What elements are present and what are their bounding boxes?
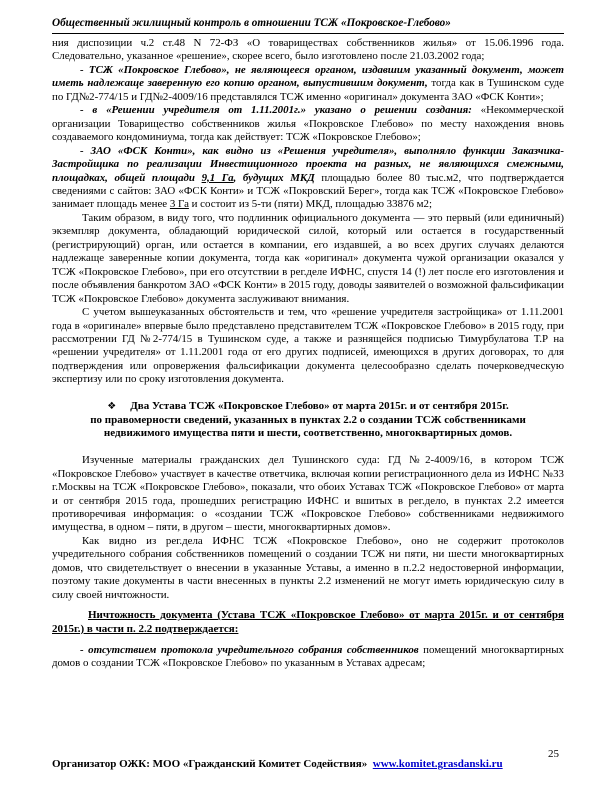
paragraph-4-text-a: площадью более 80 тыс.м2, что подтверждается сведениями с сайтов: ЗАО «ФСК Конти» и ТСЖ «Покровский Берег», тогда как ТСЖ «Покровское Глебово» занимает площадь менее bbox=[52, 171, 565, 211]
paragraph-3-bold: - в «Решении учредителя от 1.11.2001г.» указано о решении создания: bbox=[80, 104, 472, 117]
section-title-text-1: Два Устава ТСЖ «Покровское Глебово» от марта 2015г. и от сентября 2015г. bbox=[130, 399, 509, 412]
paragraph-9 bbox=[52, 644, 564, 671]
spacer bbox=[52, 602, 564, 609]
page-header: Общественный жилищный контроль в отношении ТСЖ «Покровское-Глебово» bbox=[52, 17, 451, 29]
footer-organizer: Организатор ОЖК: МОО «Гражданский Комитет Содействия» bbox=[52, 758, 368, 770]
paragraph-4 bbox=[52, 145, 564, 212]
paragraph-4-bold-end: , будущих МКД bbox=[233, 171, 315, 184]
paragraph-8: Как видно из рег.дела ИФНС ТСЖ «Покровское Глебово», оно не содержит протоколов учредительного собрания собственников помещений о создании ТСЖ ни пяти, ни шести многоквартирных домов, что свидетельствует о внесении в указанные Уставы, а именно в п.2.2 недостоверной информации, поэтому такие документы в части внесенных в пункты 2.2 изменений не могут иметь юридическую силу в силу своей ничтожности. bbox=[52, 534, 564, 601]
header-divider bbox=[52, 33, 564, 34]
paragraph-9-bold: - отсутствием протокола учредительного собрания собственников bbox=[80, 643, 419, 656]
spacer bbox=[52, 441, 564, 454]
footer-website-link[interactable]: www.komitet.grasdanski.ru bbox=[372, 758, 503, 770]
nullity-heading bbox=[52, 609, 564, 637]
paragraph-4-underlined-area: 3 Га bbox=[169, 198, 189, 211]
page-number: 25 bbox=[548, 748, 559, 760]
diamond-bullet-icon: ❖ bbox=[107, 400, 117, 412]
paragraph-4-bold: - ЗАО «ФСК Конти», как видно из «Решения учредителя», выполняло функции Заказчика-Застройщика по реализации Инвестиционного проекта на разных, не являющихся смежными, площадках, общей площади bbox=[52, 144, 564, 184]
section-heading bbox=[52, 400, 564, 441]
paragraph-4-text-b: и состоит из 5-ти (пяти) МКД, площадью 33876 м2; bbox=[188, 198, 432, 211]
paragraph-1: ния диспозиции ч.2 ст.48 N 72-ФЗ «О товариществах собственников жилья» от 15.06.1996 года. Следовательно, указанное «решение», скорее всего, было изготовлено после 21.03.2002 года; bbox=[52, 37, 564, 63]
paragraph-9-text: помещений многоквартирных домов о создании ТСЖ «Покровское Глебово» по указанным в Уставах адресам; bbox=[52, 643, 565, 670]
paragraph-7: Изученные материалы гражданских дел Тушинского суда: ГД №2-4009/16, в котором ТСЖ «Покровское Глебово» участвует в качестве ответчика, включая копии регистрационного дела из ИФНС №33 г.Москвы на ТСЖ «Покровское Глебово», показали, что обоих Уставах ТСЖ «Покровское Глебово» от марта и от сентября 2015 года, прошедших регистрацию ИФНС и вшитых в рег.дело, в пунктах 2.2 имеется противоречивая информация: о «создании ТСЖ «Покровское Глебово» собственниками недвижимого имущества, в одном – пяти, в другом – шести, многоквартирных домов». bbox=[52, 454, 564, 534]
document-body bbox=[52, 37, 564, 671]
nullity-heading-text: Ничтожность документа (Устава ТСЖ «Покровское Глебово» от марта 2015г. и от сентября 2015г.) в части п. 2.2 подтверждается: bbox=[52, 609, 564, 635]
paragraph-6: С учетом вышеуказанных обстоятельств и тем, что «решение учредителя застройщика» от 1.11.2001 года в «оригинале» впервые было представлено представителем ТСЖ «Покровское Глебово» в 2015 году, при рассмотрении ГД №2-774/15 в Тушинском суде, а также и разнящейся подписью Тимурбулатова Т.Р на «решении учредителя» от 1.11.2001 года от его других подписей, имеющихся в других договорах, то для подтверждения или опровержения фальсификации документа целесообразно сделать почерковедческую экспертизу или по сроку изготовления документа. bbox=[52, 306, 564, 386]
section-title-line-2: по правомерности сведений, указанных в пунктах 2.2 о создании ТСЖ собственниками bbox=[90, 413, 526, 426]
paragraph-2-bold: - ТСЖ «Покровское Глебово», не являющееся органом, издавшим указанный документ, может иметь надлежаще заверенную его копию органом, выпустившим документ, bbox=[52, 63, 564, 90]
section-title-line-3: недвижимого имущества пяти и шести, соответственно, многоквартирных домов. bbox=[103, 427, 513, 440]
paragraph-3 bbox=[52, 104, 564, 144]
section-title-line-1 bbox=[52, 400, 564, 414]
page-footer bbox=[52, 758, 562, 770]
paragraph-2 bbox=[52, 64, 564, 104]
paragraph-2-text: тогда как в Тушинском суде по ГД№2-774/15 и ГД№2-4009/16 представлялся ТСЖ именно «оригинал» документа ЗАО «ФСК Конти»; bbox=[52, 77, 564, 103]
spacer bbox=[52, 387, 564, 400]
paragraph-5: Таким образом, в виду того, что подлинник официального документа — это первый (или единичный) экземпляр документа, обладающий юридической силой, который или остается в государственный (регистрирующий) орган, или остается в компании, его издавшей, а во всех других случаях делаются надлежаще заверенные копии документа, тогда как «оригинал» документа чужой организации оказался у ТСЖ «Покровское Глебово», при его отсутствии в рег.деле ИФНС, спустя 14 (!) лет после его изготовления и после объявления банкротом ЗАО «ФСК Конти» в 2015 году, доводы заявителей о возможной фальсификации ТСЖ «Покровское Глебово» документа заслуживают внимания. bbox=[52, 211, 564, 305]
paragraph-3-text: «Некоммерческой организации Товарищество собственников жилья «Покровское Глебово» по месту нахождения вновь создаваемого кондоминиума, тогда как действует: ТСЖ «Покровское Глебово»; bbox=[52, 104, 564, 144]
paragraph-4-area: 9,1 Га bbox=[201, 171, 234, 184]
spacer bbox=[52, 637, 564, 644]
